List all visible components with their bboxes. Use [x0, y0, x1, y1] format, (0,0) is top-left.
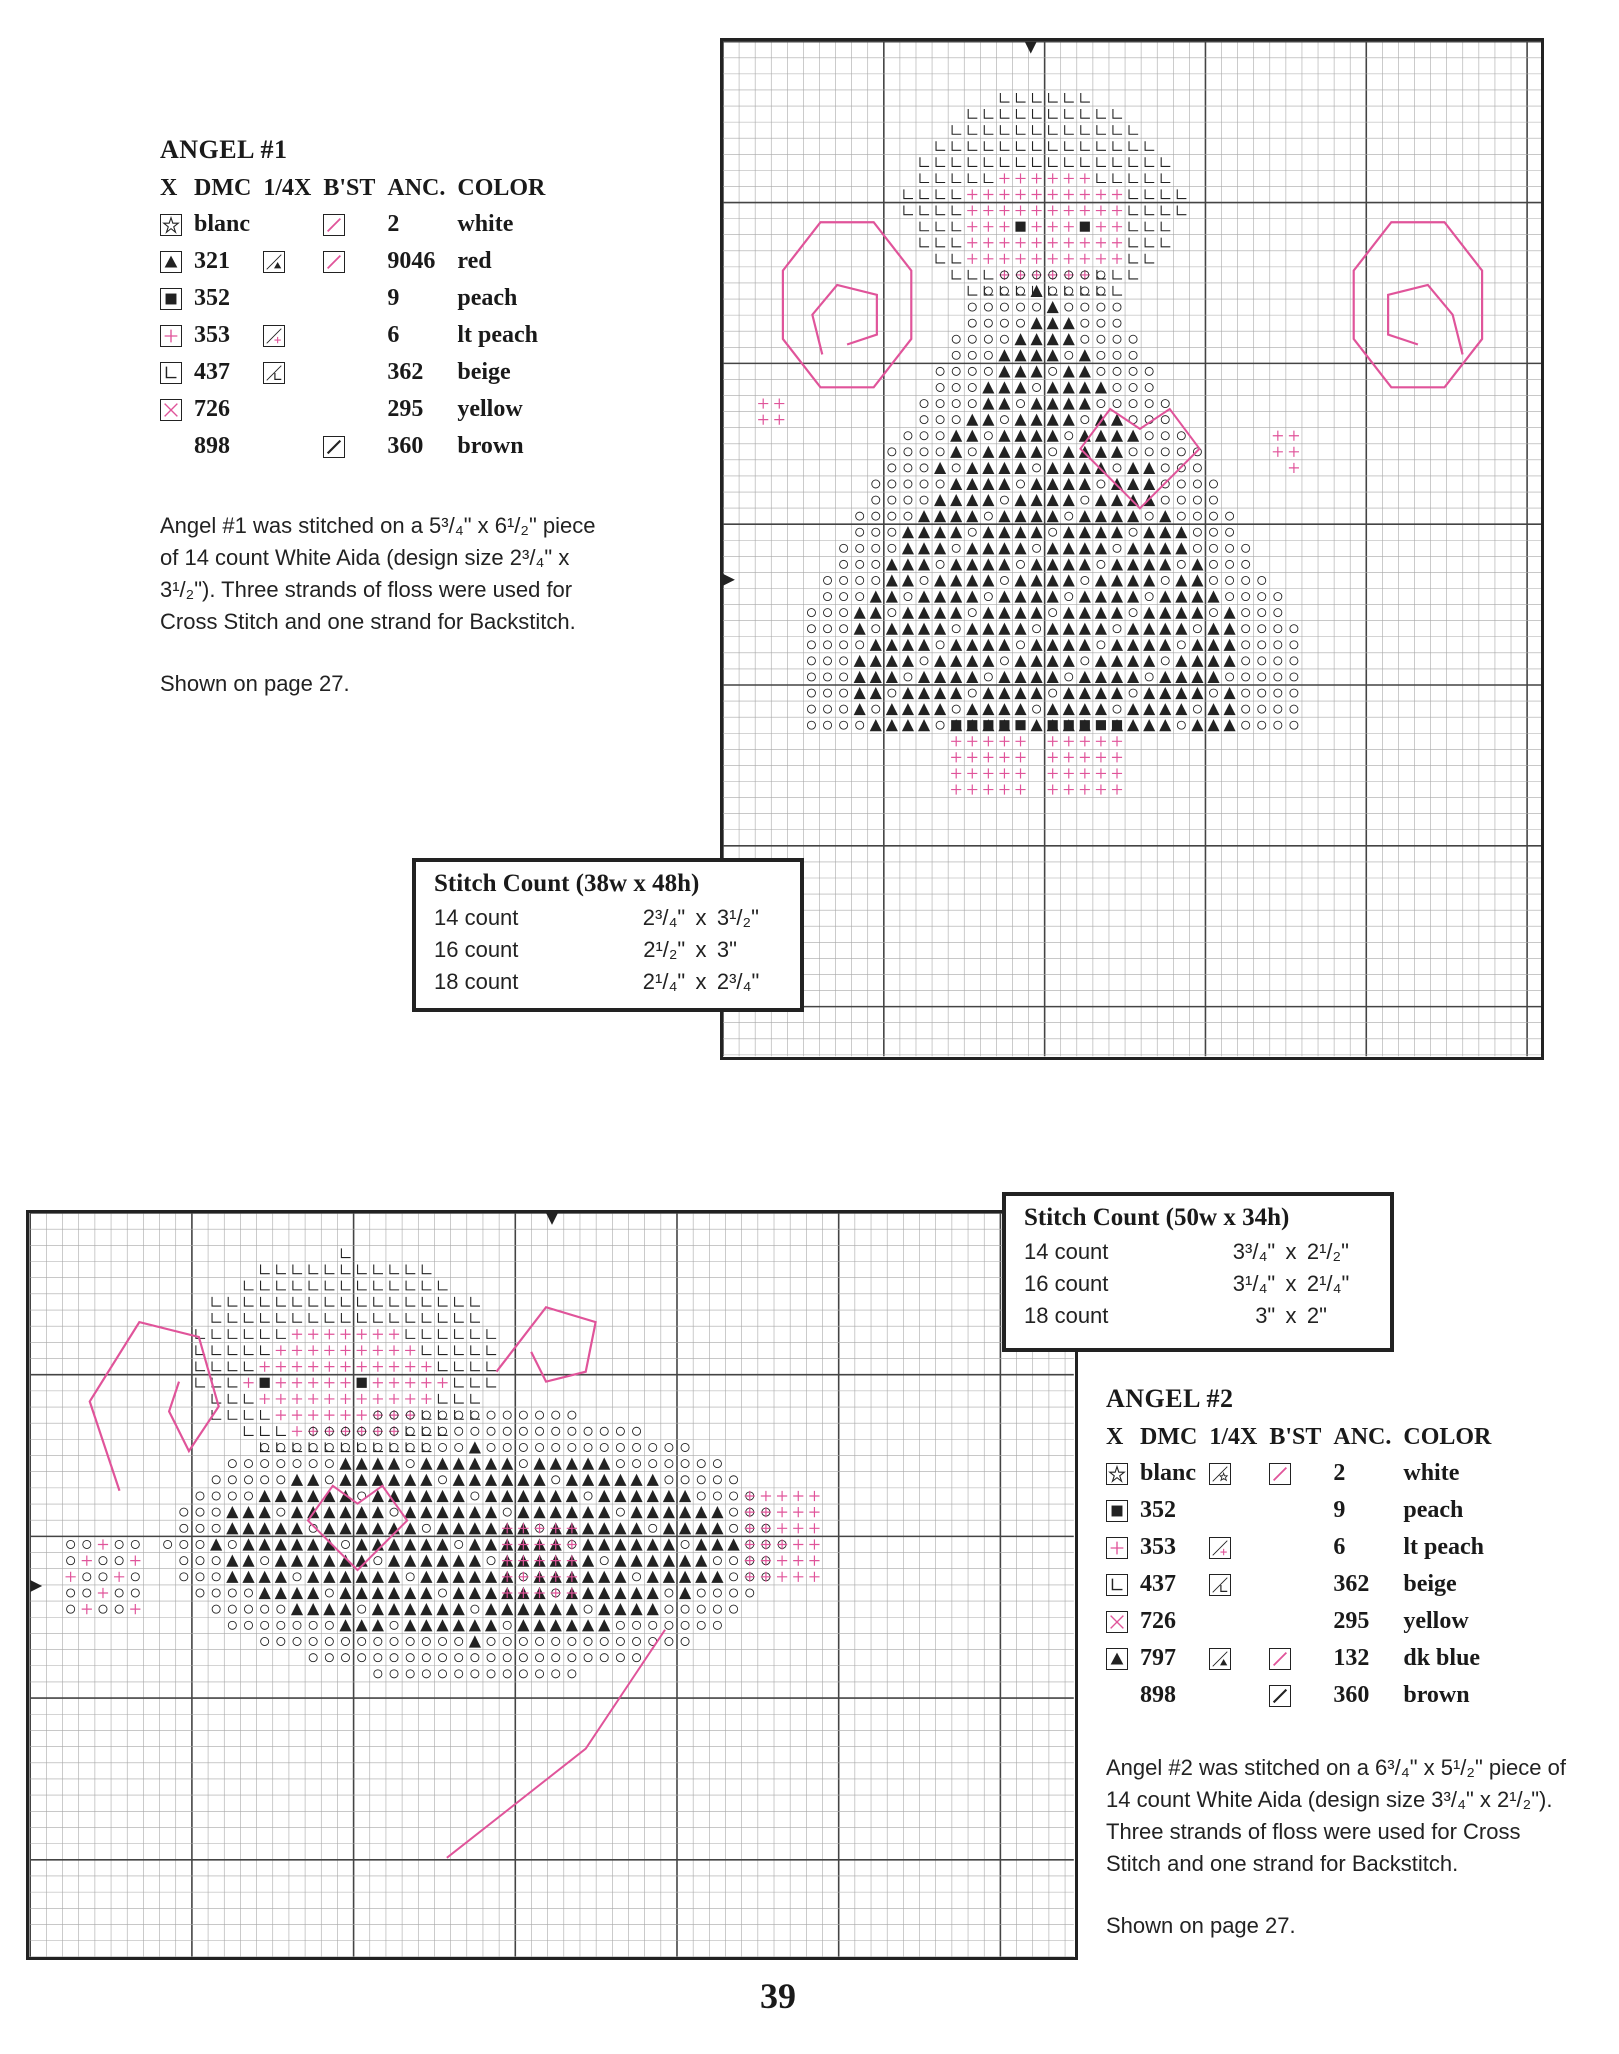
angel2-pattern-chart: [26, 1210, 1078, 1960]
angel1-title: ANGEL #1: [160, 135, 288, 164]
stitch-count-width: 2³/₄": [642, 905, 686, 930]
backstitch-black-icon: [1269, 1685, 1291, 1707]
key-cell-anc: 2: [387, 210, 400, 237]
angel2-description: Angel #2 was stitched on a 6³/₄" x 5¹/₂" piece of 14 count White Aida (design size 3³/₄" x 2¹/₂"). Three strands of floss were used for Cross Stitch and one strand for Backstitch.: [1106, 1755, 1566, 1876]
key-cell-symbol: [160, 391, 194, 428]
stitch-count-fabric: 18 count: [434, 969, 519, 994]
stitch-count-fabric: 14 count: [434, 905, 519, 930]
key-cell-dmc: 321: [194, 247, 230, 274]
key-cell-color: yellow: [457, 395, 523, 422]
key-cell-bst: [1269, 1492, 1333, 1529]
angel1-pattern-chart: [720, 38, 1544, 1060]
col-quarter: 1/4X: [1209, 1424, 1258, 1450]
col-bst: B'ST: [323, 175, 376, 201]
angel2-shown-on: Shown on page 27.: [1106, 1913, 1296, 1938]
key-cell-bst: [323, 391, 387, 428]
stitch-count-height: 3¹/₂": [716, 905, 759, 930]
key-cell-anc: 132: [1333, 1644, 1370, 1671]
key-cell-anc: 295: [387, 395, 424, 422]
key-cell-dmc: 437: [1140, 1570, 1176, 1597]
angel2-key-header: [1106, 1422, 1503, 1455]
color-key-row: [160, 391, 557, 428]
key-cell-anc: 6: [1333, 1533, 1346, 1560]
key-cell-symbol: [1106, 1529, 1140, 1566]
key-cell-color: white: [1403, 1459, 1460, 1486]
angel2-stitch-count-box: [1002, 1192, 1394, 1352]
col-dmc: DMC: [194, 175, 252, 201]
key-cell-color: dk blue: [1403, 1644, 1481, 1671]
key-cell-quarter: [263, 243, 323, 280]
stitch-count-row: [434, 934, 782, 966]
key-cell-anc: 360: [1333, 1681, 1370, 1708]
key-cell-bst: [323, 243, 387, 280]
key-cell-quarter: [1209, 1455, 1269, 1492]
plus-symbol-icon: [1106, 1537, 1128, 1559]
angel1-description: Angel #1 was stitched on a 5³/₄" x 6¹/₂" piece of 14 count White Aida (design size 2³/₄" x 3¹/₂"). Three strands of floss were used for Cross Stitch and one strand for Backstitch.: [160, 513, 596, 634]
color-key-row: [160, 428, 557, 465]
key-cell-dmc: 353: [194, 321, 230, 348]
color-key-row: [1106, 1640, 1503, 1677]
key-cell-bst: [323, 280, 387, 317]
key-cell-dmc: 898: [1140, 1681, 1176, 1708]
angel1-stitch-count-box: [412, 858, 804, 1012]
key-cell-symbol: [160, 280, 194, 317]
angel1-legend: [160, 135, 557, 465]
stitch-count-row: [434, 902, 782, 934]
stitch-count-width: 2¹/₄": [642, 969, 686, 994]
key-cell-quarter: [263, 206, 323, 243]
stitch-count-row: [1024, 1300, 1372, 1332]
plus-symbol-icon: [160, 325, 182, 347]
stitch-count-fabric: 16 count: [434, 937, 519, 962]
angel1-shown-on: Shown on page 27.: [160, 671, 350, 696]
color-key-row: [1106, 1455, 1503, 1492]
key-cell-color: peach: [1403, 1496, 1464, 1523]
star-symbol-icon: [1106, 1463, 1128, 1485]
key-cell-anc: 362: [387, 358, 424, 385]
key-cell-anc: 9: [387, 284, 400, 311]
key-cell-anc: 9046: [387, 247, 436, 274]
angel1-key-header: [160, 173, 557, 206]
stitch-count-times: x: [695, 937, 707, 962]
key-cell-quarter: [1209, 1529, 1269, 1566]
key-cell-quarter: [1209, 1603, 1269, 1640]
stitch-count-times: x: [1285, 1303, 1297, 1328]
key-cell-bst: [1269, 1603, 1333, 1640]
key-cell-bst: [1269, 1566, 1333, 1603]
key-cell-symbol: [1106, 1603, 1140, 1640]
key-cell-quarter: [263, 354, 323, 391]
quarter-stitch-corner-icon: [1209, 1574, 1231, 1596]
key-cell-symbol: [1106, 1492, 1140, 1529]
color-key-row: [160, 206, 557, 243]
key-cell-quarter: [1209, 1640, 1269, 1677]
stitch-count-width: 2¹/₂": [643, 937, 686, 962]
star-symbol-icon: [160, 214, 182, 236]
key-cell-dmc: 726: [194, 395, 230, 422]
corner-symbol-icon: [1106, 1574, 1128, 1596]
key-cell-color: lt peach: [457, 321, 539, 348]
color-key-row: [160, 317, 557, 354]
quarter-stitch-star-icon: [1209, 1463, 1231, 1485]
angel1-notes: [160, 510, 600, 730]
key-cell-anc: 360: [387, 432, 424, 459]
key-cell-quarter: [263, 317, 323, 354]
angel1-color-key: [160, 173, 557, 465]
stitch-count-height: 2³/₄": [716, 969, 760, 994]
key-cell-dmc: 726: [1140, 1607, 1176, 1634]
stitch-count-fabric: 14 count: [1024, 1239, 1109, 1264]
square-symbol-icon: [1106, 1500, 1128, 1522]
col-anc: ANC.: [387, 175, 446, 201]
quarter-stitch-triangle-icon: [1209, 1648, 1231, 1670]
key-cell-symbol: [1106, 1455, 1140, 1492]
key-cell-color: beige: [457, 358, 511, 385]
key-cell-color: lt peach: [1403, 1533, 1485, 1560]
angel2-notes: [1106, 1752, 1576, 1972]
key-cell-dmc: 352: [1140, 1496, 1176, 1523]
key-cell-anc: 6: [387, 321, 400, 348]
color-key-row: [1106, 1566, 1503, 1603]
key-cell-color: peach: [457, 284, 518, 311]
stitch-count-times: x: [1285, 1271, 1297, 1296]
key-cell-quarter: [1209, 1566, 1269, 1603]
stitch-count-height: 3": [716, 937, 737, 962]
key-cell-quarter: [263, 280, 323, 317]
stitch-count-width: 3¹/₄": [1232, 1271, 1276, 1296]
angel2-color-key: [1106, 1422, 1503, 1714]
col-anc: ANC.: [1333, 1424, 1392, 1450]
key-cell-dmc: 353: [1140, 1533, 1176, 1560]
key-cell-symbol: [160, 428, 194, 465]
key-cell-bst: [1269, 1529, 1333, 1566]
key-cell-symbol: [1106, 1640, 1140, 1677]
stitch-count-width: 3": [1255, 1303, 1276, 1328]
angel2-stitches: [66, 1248, 820, 1857]
color-key-row: [1106, 1529, 1503, 1566]
backstitch-pink-icon: [1269, 1463, 1291, 1485]
key-cell-symbol: [160, 317, 194, 354]
quarter-stitch-plus-icon: [1209, 1537, 1231, 1559]
col-color: COLOR: [1403, 1424, 1492, 1450]
quarter-stitch-corner-icon: [263, 362, 285, 384]
page-number: 39: [760, 1976, 796, 2016]
stitch-count-height: 2": [1306, 1303, 1327, 1328]
backstitch-black-icon: [323, 436, 345, 458]
stitch-count-fabric: 18 count: [1024, 1303, 1109, 1328]
stitch-count-times: x: [1285, 1239, 1297, 1264]
key-cell-anc: 9: [1333, 1496, 1346, 1523]
stitch-count-height: 2¹/₄": [1306, 1271, 1350, 1296]
key-cell-color: yellow: [1403, 1607, 1469, 1634]
color-key-row: [1106, 1492, 1503, 1529]
triangle-symbol-icon: [1106, 1648, 1128, 1670]
key-cell-color: beige: [1403, 1570, 1457, 1597]
cross-symbol-icon: [160, 399, 182, 421]
color-key-row: [160, 354, 557, 391]
key-cell-color: brown: [457, 432, 524, 459]
key-cell-symbol: [160, 354, 194, 391]
col-quarter: 1/4X: [263, 175, 312, 201]
triangle-symbol-icon: [160, 251, 182, 273]
key-cell-symbol: [160, 206, 194, 243]
key-cell-quarter: [1209, 1677, 1269, 1714]
key-cell-symbol: [160, 243, 194, 280]
backstitch-pink-icon: [323, 251, 345, 273]
key-cell-bst: [1269, 1677, 1333, 1714]
angel1-stitch-count-title: Stitch Count (38w x 48h): [434, 870, 700, 897]
key-cell-bst: [323, 206, 387, 243]
key-cell-dmc: 352: [194, 284, 230, 311]
stitch-count-row: [1024, 1236, 1372, 1268]
square-symbol-icon: [160, 288, 182, 310]
angel2-stitch-count-title: Stitch Count (50w x 34h): [1024, 1204, 1290, 1231]
col-color: COLOR: [457, 175, 546, 201]
col-x: X: [1106, 1424, 1124, 1450]
key-cell-bst: [323, 428, 387, 465]
key-cell-bst: [1269, 1455, 1333, 1492]
grid-lines: [30, 1213, 1074, 1957]
quarter-stitch-plus-icon: [263, 325, 285, 347]
key-cell-symbol: [1106, 1677, 1140, 1714]
color-key-row: [1106, 1677, 1503, 1714]
key-cell-quarter: [263, 428, 323, 465]
key-cell-dmc: 898: [194, 432, 230, 459]
cross-symbol-icon: [1106, 1611, 1128, 1633]
col-x: X: [160, 175, 178, 201]
corner-symbol-icon: [160, 362, 182, 384]
stitch-count-times: x: [695, 969, 707, 994]
color-key-row: [160, 243, 557, 280]
key-cell-anc: 2: [1333, 1459, 1346, 1486]
backstitch-pink-icon: [323, 214, 345, 236]
backstitch-pink-icon: [1269, 1648, 1291, 1670]
color-key-row: [160, 280, 557, 317]
key-cell-dmc: 437: [194, 358, 230, 385]
key-cell-dmc: blanc: [194, 210, 251, 237]
angel2-title: ANGEL #2: [1106, 1384, 1234, 1413]
blank-symbol: [1106, 1685, 1128, 1707]
key-cell-anc: 362: [1333, 1570, 1370, 1597]
key-cell-bst: [323, 317, 387, 354]
stitch-count-times: x: [695, 905, 707, 930]
blank-symbol: [160, 436, 182, 458]
key-cell-anc: 295: [1333, 1607, 1370, 1634]
key-cell-bst: [1269, 1640, 1333, 1677]
key-cell-bst: [323, 354, 387, 391]
key-cell-quarter: [1209, 1492, 1269, 1529]
quarter-stitch-triangle-icon: [263, 251, 285, 273]
key-cell-color: brown: [1403, 1681, 1470, 1708]
key-cell-color: white: [457, 210, 514, 237]
key-cell-dmc: blanc: [1140, 1459, 1197, 1486]
key-cell-symbol: [1106, 1566, 1140, 1603]
angel2-chart-grid: [29, 1213, 1075, 1957]
stitch-count-row: [1024, 1268, 1372, 1300]
color-key-row: [1106, 1603, 1503, 1640]
angel2-legend: [1106, 1384, 1503, 1714]
angel1-chart-grid: [723, 41, 1541, 1057]
key-cell-color: red: [457, 247, 492, 274]
key-cell-dmc: 797: [1140, 1644, 1176, 1671]
col-bst: B'ST: [1269, 1424, 1322, 1450]
stitch-count-width: 3³/₄": [1232, 1239, 1276, 1264]
key-cell-quarter: [263, 391, 323, 428]
stitch-count-fabric: 16 count: [1024, 1271, 1109, 1296]
col-dmc: DMC: [1140, 1424, 1198, 1450]
stitch-count-row: [434, 966, 782, 998]
stitch-count-height: 2¹/₂": [1306, 1239, 1349, 1264]
